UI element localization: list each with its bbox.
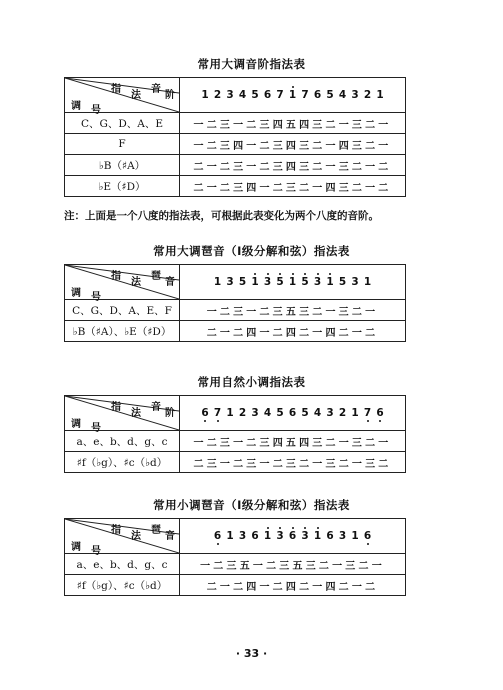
row-fingering: 二一二四一二四二一四二一二	[180, 575, 406, 596]
note-2: 2	[363, 89, 372, 101]
table-title-major-scale: 常用大调音阶指法表	[197, 57, 306, 71]
note-2: 2	[338, 407, 347, 419]
header-label-step: 阶	[165, 408, 175, 419]
row-fingering: 二一二三四一二三二一四三二一二	[180, 176, 406, 197]
note-3-hi: 3	[313, 276, 322, 288]
header-label-method: 法	[131, 277, 141, 288]
note-5: 5	[276, 407, 284, 419]
note-6-lo: 6	[376, 407, 384, 419]
header-label-step: 阶	[165, 90, 175, 101]
note-3: 3	[251, 407, 259, 419]
note-3-hi: 3	[276, 530, 284, 542]
table-header-corner	[65, 396, 180, 434]
note-3: 3	[351, 89, 359, 101]
note-3: 3	[226, 89, 234, 101]
row-key: C、G、D、A、E、F	[65, 300, 180, 321]
minor-scale-fingering-table	[64, 395, 406, 473]
header-label-number: 号	[91, 292, 101, 303]
note-1-hi: 1	[326, 276, 334, 288]
header-label-sound: 音	[151, 402, 161, 413]
note-1-hi: 1	[288, 276, 297, 288]
row-key: C、G、D、A、E	[65, 113, 180, 134]
note-3-hi: 3	[301, 530, 309, 542]
table-header-corner	[65, 78, 180, 116]
header-label-method: 法	[131, 408, 141, 419]
note-6-lo: 6	[201, 407, 209, 419]
note-5-hi: 5	[276, 276, 284, 288]
header-label-finger: 指	[111, 271, 121, 282]
header-label-key: 调	[71, 542, 81, 553]
note-6: 6	[263, 89, 272, 101]
note-1: 1	[226, 407, 234, 419]
header-label-method: 法	[131, 531, 141, 542]
note-1: 1	[201, 89, 209, 101]
note-1-hi: 1	[263, 530, 272, 542]
notes-header	[180, 396, 406, 431]
note-4: 4	[263, 407, 272, 419]
note-3: 3	[226, 276, 234, 288]
notes-header	[180, 519, 406, 554]
row-key: a、e、b、d、g、c	[65, 554, 180, 575]
row-key: ♭E（♯D）	[65, 176, 180, 197]
page-number: · 33 ·	[235, 647, 268, 660]
row-key: F	[65, 134, 180, 155]
header-label-sound: 音	[165, 531, 175, 542]
footnote: 注：上面是一个八度的指法表，可根据此表变化为两个八度的音阶。	[64, 210, 379, 222]
notes-header	[180, 265, 406, 300]
note-3: 3	[338, 530, 347, 542]
note-5: 5	[338, 276, 347, 288]
notes-header	[180, 78, 406, 113]
note-1-hi: 1	[313, 530, 322, 542]
row-key: a、e、b、d、g、c	[65, 431, 180, 452]
note-2: 2	[238, 407, 247, 419]
note-6: 6	[288, 407, 297, 419]
note-7-lo: 7	[363, 407, 372, 419]
row-fingering: 二三一二三一二三二一三二一三二	[180, 452, 406, 473]
note-3: 3	[326, 407, 334, 419]
row-key: ♯f（♭g）、♯c（♭d）	[65, 452, 180, 473]
major-scale-fingering-table	[64, 77, 406, 197]
note-1: 1	[351, 407, 359, 419]
note-1-hi: 1	[288, 89, 297, 101]
header-label-number: 号	[91, 105, 101, 116]
table-title-minor-scale: 常用自然小调指法表	[197, 375, 306, 389]
note-2: 2	[213, 89, 222, 101]
note-1: 1	[351, 530, 359, 542]
note-4: 4	[238, 89, 247, 101]
note-1: 1	[376, 89, 384, 101]
header-label-sound: 音	[165, 277, 175, 288]
note-6: 6	[251, 530, 259, 542]
table-header-corner	[65, 519, 180, 557]
note-6-lo: 6	[363, 530, 372, 542]
table-title-major-arpeggio: 常用大调琶音（Ⅰ级分解和弦）指法表	[153, 244, 350, 258]
row-fingering: 一二三一二三五三二一三二一	[180, 300, 406, 321]
header-label-arpeggio: 琶	[151, 271, 161, 282]
header-label-key: 调	[71, 288, 81, 299]
header-label-number: 号	[91, 546, 101, 557]
row-fingering: 二一二四一二四二一四二一二	[180, 321, 406, 342]
table-header-corner	[65, 265, 180, 303]
note-5: 5	[301, 407, 309, 419]
header-label-arpeggio: 琶	[151, 525, 161, 536]
note-1: 1	[213, 276, 222, 288]
note-3: 3	[351, 276, 359, 288]
note-7: 7	[276, 89, 284, 101]
note-4: 4	[313, 407, 322, 419]
row-fingering: 一二三一二三四五四三二一三二一	[180, 113, 406, 134]
note-7-lo: 7	[213, 407, 222, 419]
row-key: ♭B（♯A）、♭E（♯D）	[65, 321, 180, 342]
note-5: 5	[326, 89, 334, 101]
header-label-number: 号	[91, 423, 101, 434]
note-5: 5	[238, 276, 247, 288]
note-3: 3	[238, 530, 247, 542]
note-6-lo: 6	[213, 530, 222, 542]
header-label-sound: 音	[151, 84, 161, 95]
header-label-method: 法	[131, 90, 141, 101]
note-1-hi: 1	[251, 276, 259, 288]
header-label-finger: 指	[111, 84, 121, 95]
row-key: ♭B（♯A）	[65, 155, 180, 176]
row-fingering: 一二三五一二三五三二一三二一	[180, 554, 406, 575]
note-7: 7	[301, 89, 309, 101]
header-label-finger: 指	[111, 525, 121, 536]
row-key: ♯f（♭g）、♯c（♭d）	[65, 575, 180, 596]
note-5: 5	[251, 89, 259, 101]
note-6-hi: 6	[288, 530, 297, 542]
header-label-finger: 指	[111, 402, 121, 413]
note-3-hi: 3	[263, 276, 272, 288]
row-fingering: 二一二三一二三四三二一三二一二	[180, 155, 406, 176]
note-6: 6	[313, 89, 322, 101]
note-1: 1	[363, 276, 372, 288]
note-4: 4	[338, 89, 347, 101]
table-title-minor-arpeggio: 常用小调琶音（Ⅰ级分解和弦）指法表	[153, 498, 350, 512]
note-5-hi: 5	[301, 276, 309, 288]
minor-arpeggio-fingering-table	[64, 518, 406, 596]
major-arpeggio-fingering-table	[64, 264, 406, 342]
note-6: 6	[326, 530, 334, 542]
header-label-key: 调	[71, 101, 81, 112]
note-1: 1	[226, 530, 234, 542]
row-fingering: 一二三四一二三四三二一四三二一	[180, 134, 406, 155]
row-fingering: 一二三一二三四五四三二一三二一	[180, 431, 406, 452]
header-label-key: 调	[71, 419, 81, 430]
